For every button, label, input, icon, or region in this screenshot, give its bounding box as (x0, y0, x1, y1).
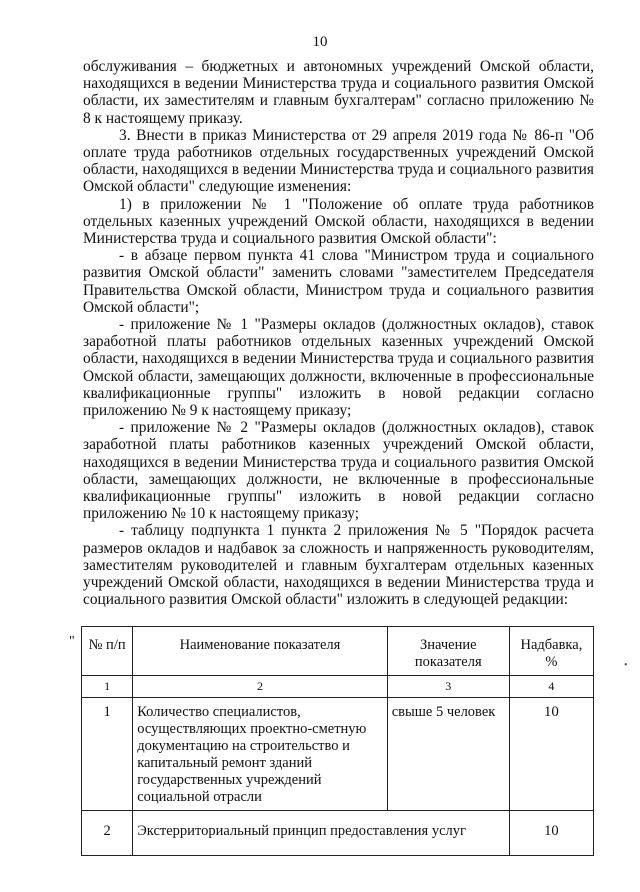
margin-mark: • (624, 660, 628, 671)
row-name: Количество специалистов, осуществляющих проектно-сметную документацию на строительство и капитальный ремонт зданий государственных учреждений социальной отрасли (133, 698, 388, 811)
page-number: 10 (312, 34, 328, 50)
column-numbers-row (82, 676, 594, 698)
column-number: 1 (82, 676, 133, 698)
row-name: Экстерриториальный принцип предоставления услуг (133, 811, 510, 856)
header-value: Значение показателя (387, 627, 509, 676)
paragraph: - приложение № 1 "Размеры окладов (должностных окладов), ставок заработной платы работников отдельных казенных учреждений Омской области, находящихся в ведении Министерства труда и социального развития Омской области, замещающих должности, включенные в профессиональные квалификационные группы" изложить в новой редакции согласно приложению № 9 к настоящему приказу; (83, 316, 594, 420)
row-num: 1 (82, 698, 133, 811)
column-number: 3 (387, 676, 509, 698)
paragraph: - в абзаце первом пункта 41 слова "Министром труда и социального развития Омской области" заменить словами "заместителем Председателя Правительства Омской области, Министром труда и социального развития Омской области"; (83, 247, 594, 316)
paragraph: - приложение № 2 "Размеры окладов (должностных окладов), ставок заработной платы работников казенных учреждений Омской области, находящихся в ведении Министерства труда и социального развития Омской области, замещающих должности, не включенные в профессиональные квалификационные группы" изложить в новой редакции согласно приложению № 10 к настоящему приказу; (83, 419, 594, 523)
paragraph: - таблицу подпункта 1 пункта 2 приложения № 5 "Порядок расчета размеров окладов и надбавок за сложность и напряженность руководителям, заместителям руководителей и главным бухгалтерам отдельных казенных учреждений Омской области, находящихся в ведении Министерства труда и социального развития Омской области" изложить в следующей редакции: (83, 522, 594, 609)
paragraph: обслуживания – бюджетных и автономных учреждений Омской области, находящихся в ведении Министерства труда и социального развития Омской области, их заместителям и главным бухгалтерам" согласно приложению № 8 к настоящему приказу. (83, 58, 594, 127)
column-number: 4 (509, 676, 593, 698)
header-name: Наименование показателя (133, 627, 388, 676)
paragraph: 1) в приложении № 1 "Положение об оплате труда работников отдельных казенных учреждений Омской области, находящихся в ведении Министерства труда и социального развития Омской области": (83, 195, 594, 248)
header-num: № п/п (82, 627, 133, 676)
table-header-row (82, 627, 594, 676)
document-body (83, 58, 594, 609)
header-bonus: Надбавка, % (509, 627, 593, 676)
row-num: 2 (82, 811, 133, 856)
paragraph: 3. Внести в приказ Министерства от 29 апреля 2019 года № 86-п "Об оплате труда работников отдельных государственных учреждений Омской области, находящихся в ведении Министерства труда и социального развития Омской области" следующие изменения: (83, 126, 594, 196)
row-value: свыше 5 человек (387, 698, 509, 811)
row-bonus: 10 (509, 811, 593, 856)
table-row (82, 698, 594, 811)
column-number: 2 (133, 676, 388, 698)
table-open-quote: " (69, 634, 75, 649)
row-bonus: 10 (509, 698, 593, 811)
indicators-table (81, 626, 594, 856)
table-row (82, 811, 594, 856)
